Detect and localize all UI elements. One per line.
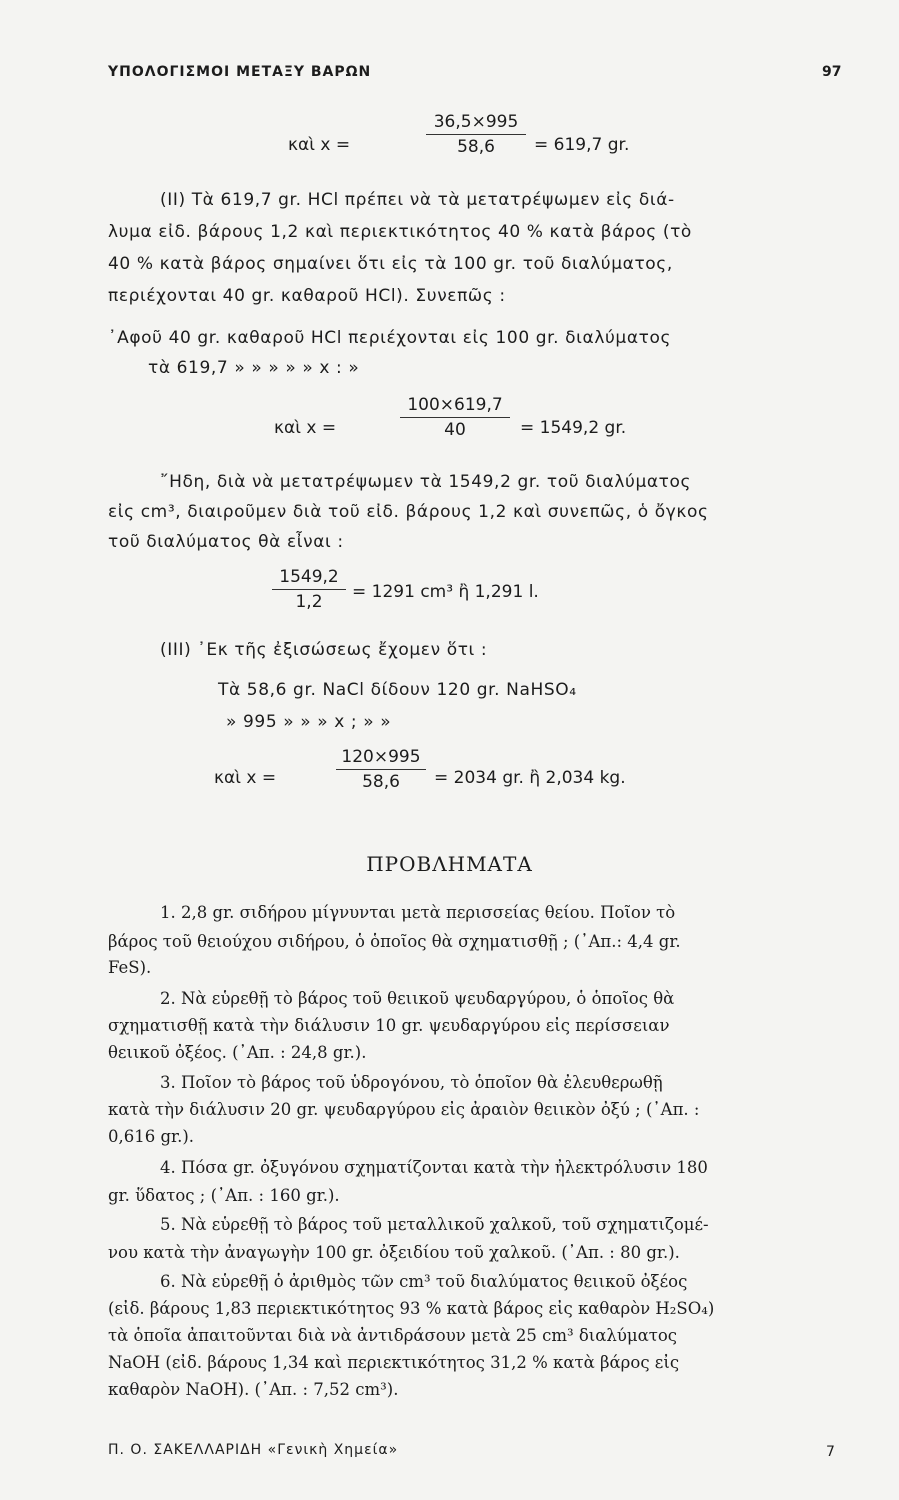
text-line: λυμα εἰδ. βάρους 1,2 καὶ περιεκτικότητος 40 % κατὰ βάρος (τὸ <box>108 222 692 242</box>
problem-line: θειικοῦ ὀξέος. (᾿Απ. : 24,8 gr.). <box>108 1043 367 1062</box>
calc1-numerator: 36,5×995 <box>426 112 526 135</box>
page-number: 97 <box>822 64 842 80</box>
problem-line: NaOH (εἰδ. βάρους 1,34 καὶ περιεκτικότητος 31,2 % κατὰ βάρος εἰς <box>108 1353 680 1372</box>
calc1-fraction <box>426 112 526 157</box>
problem-line: 4. Πόσα gr. ὀξυγόνου σχηματίζονται κατὰ τὴν ἠλεκτρόλυσιν 180 <box>160 1158 708 1177</box>
problem-line: FeS). <box>108 958 152 977</box>
problem-line: βάρος τοῦ θειούχου σιδήρου, ὁ ὁποῖος θὰ σχηματισθῇ ; (᾿Απ.: 4,4 gr. <box>108 932 681 951</box>
problem-line: κατὰ τὴν διάλυσιν 20 gr. ψευδαργύρου εἰς ἀραιὸν θειικὸν ὀξύ ; (᾿Απ. : <box>108 1100 700 1119</box>
problems-heading: ΠΡΟΒΛΗΜΑΤΑ <box>366 852 533 876</box>
text-line: ᾿Αφοῦ 40 gr. καθαροῦ HCl περιέχονται εἰς 100 gr. διαλύματος <box>108 328 672 348</box>
problem-line: 2. Νὰ εὑρεθῇ τὸ βάρος τοῦ θειικοῦ ψευδαργύρου, ὁ ὁποῖος θὰ <box>160 989 675 1008</box>
calc4-numerator: 120×995 <box>336 747 426 770</box>
text-line: Τὰ 58,6 gr. NaCl δίδουν 120 gr. NaHSO₄ <box>218 680 577 700</box>
calc3-result: = 1291 cm³ ἢ 1,291 l. <box>352 582 539 602</box>
running-header-title: ΥΠΟΛΟΓΙΣΜΟΙ ΜΕΤΑΞΥ ΒΑΡΩΝ <box>108 64 372 80</box>
problem-line: 1. 2,8 gr. σιδήρου μίγνυνται μετὰ περισσείας θείου. Ποῖον τὸ <box>160 903 676 922</box>
calc3-numerator: 1549,2 <box>272 567 346 590</box>
text-line: (ΙΙ) Τὰ 619,7 gr. HCl πρέπει νὰ τὰ μετατρέψωμεν εἰς διά- <box>160 190 675 210</box>
calc2-prefix: καὶ x = <box>274 418 337 438</box>
text-line: 40 % κατὰ βάρος σημαίνει ὅτι εἰς τὰ 100 gr. τοῦ διαλύματος, <box>108 254 673 274</box>
problem-line: gr. ὕδατος ; (᾿Απ. : 160 gr.). <box>108 1186 340 1205</box>
calc3-fraction <box>272 567 346 612</box>
problem-line: (εἰδ. βάρους 1,83 περιεκτικότητος 93 % κατὰ βάρος εἰς καθαρὸν H₂SO₄) <box>108 1299 715 1318</box>
calc3-denominator: 1,2 <box>295 592 323 612</box>
text-line: τὰ 619,7 » » » » » x : » <box>148 358 360 378</box>
calc1-result: = 619,7 gr. <box>534 135 630 155</box>
calc2-denominator: 40 <box>444 420 466 440</box>
text-line: » 995 » » » x ; » » <box>226 712 392 732</box>
problem-line: τὰ ὁποῖα ἀπαιτοῦνται διὰ νὰ ἀντιδράσουν μετὰ 25 cm³ διαλύματος <box>108 1326 678 1345</box>
calc4-fraction <box>336 747 426 792</box>
text-line: ῎Ηδη, διὰ νὰ μετατρέψωμεν τὰ 1549,2 gr. τοῦ διαλύματος <box>160 472 692 492</box>
calc4-prefix: καὶ x = <box>214 768 277 788</box>
text-line: (ΙΙΙ) ᾿Εκ τῆς ἐξισώσεως ἔχομεν ὅτι : <box>160 640 488 660</box>
problem-line: νου κατὰ τὴν ἀναγωγὴν 100 gr. ὀξειδίου τοῦ χαλκοῦ. (᾿Απ. : 80 gr.). <box>108 1243 680 1262</box>
footer-signature-number: 7 <box>826 1444 835 1460</box>
problem-line: σχηματισθῇ κατὰ τὴν διάλυσιν 10 gr. ψευδαργύρου εἰς περίσσειαν <box>108 1016 670 1035</box>
footer-book-title: Π. Ο. ΣΑΚΕΛΛΑΡΙΔΗ «Γενικὴ Χημεία» <box>108 1442 399 1458</box>
problem-line: 6. Νὰ εὑρεθῇ ὁ ἀριθμὸς τῶν cm³ τοῦ διαλύματος θειικοῦ ὀξέος <box>160 1272 688 1291</box>
problem-line: 3. Ποῖον τὸ βάρος τοῦ ὑδρογόνου, τὸ ὁποῖον θὰ ἐλευθερωθῇ <box>160 1073 663 1092</box>
text-line: περιέχονται 40 gr. καθαροῦ HCl). Συνεπῶς : <box>108 286 506 306</box>
calc1-prefix: καὶ x = <box>288 135 351 155</box>
calc2-fraction <box>400 395 510 440</box>
calc2-numerator: 100×619,7 <box>400 395 510 418</box>
calc4-denominator: 58,6 <box>362 772 400 792</box>
problem-line: 5. Νὰ εὑρεθῇ τὸ βάρος τοῦ μεταλλικοῦ χαλκοῦ, τοῦ σχηματιζομέ- <box>160 1215 709 1234</box>
problem-line: 0,616 gr.). <box>108 1127 195 1146</box>
problem-line: καθαρὸν NaOH). (᾿Απ. : 7,52 cm³). <box>108 1380 399 1399</box>
calc2-result: = 1549,2 gr. <box>520 418 627 438</box>
calc4-result: = 2034 gr. ἢ 2,034 kg. <box>434 768 626 788</box>
text-line: τοῦ διαλύματος θὰ εἶναι : <box>108 532 344 552</box>
text-line: εἰς cm³, διαιροῦμεν διὰ τοῦ εἰδ. βάρους 1,2 καὶ συνεπῶς, ὁ ὄγκος <box>108 502 709 522</box>
calc1-denominator: 58,6 <box>457 137 495 157</box>
